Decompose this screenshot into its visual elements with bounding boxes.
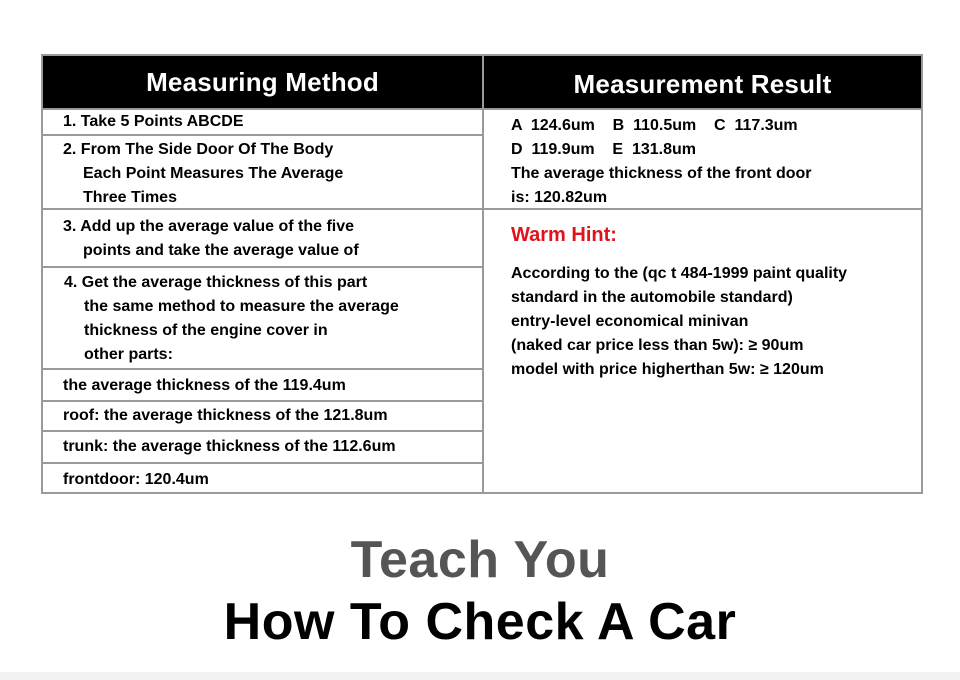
measurement-result-header: Measurement Result	[484, 56, 921, 108]
method-row-3-line-2: points and take the average value of	[83, 242, 359, 259]
method-row-1-line-1: 1. Take 5 Points ABCDE	[63, 113, 244, 130]
method-row-4	[43, 268, 482, 370]
measurement-result-column	[484, 56, 921, 492]
result-cell	[484, 110, 921, 210]
headline-how-to-check: How To Check A Car	[223, 593, 737, 651]
measuring-method-column	[43, 56, 482, 492]
warm-hint-title: Warm Hint:	[511, 224, 617, 246]
method-row-8	[43, 464, 482, 492]
method-row-7	[43, 432, 482, 464]
method-row-5-line-1: the average thickness of the 119.4um	[63, 377, 346, 394]
hint-line-1: According to the (qc t 484-1999 paint quality	[511, 265, 848, 282]
hint-line-4: (naked car price less than 5w): ≥ 90um	[511, 337, 804, 354]
method-row-7-line-1: trunk: the average thickness of the 112.6um	[63, 438, 396, 455]
method-row-4-line-3: thickness of the engine cover in	[84, 322, 328, 339]
method-row-2-line-1: 2. From The Side Door Of The Body	[63, 141, 334, 158]
method-row-4-line-2: the same method to measure the average	[84, 298, 399, 315]
result-line-1: A 124.6um B 110.5um C 117.3um	[511, 117, 798, 134]
measuring-method-header: Measuring Method	[43, 56, 482, 108]
method-row-8-line-1: frontdoor: 120.4um	[63, 471, 209, 488]
method-row-2	[43, 136, 482, 210]
result-line-3: The average thickness of the front door	[511, 165, 812, 182]
method-row-1	[43, 110, 482, 136]
method-row-2-line-2: Each Point Measures The Average	[83, 165, 344, 182]
hint-line-2: standard in the automobile standard)	[511, 289, 793, 306]
measurement-table	[41, 54, 923, 494]
hint-line-3: entry-level economical minivan	[511, 313, 749, 330]
method-row-4-line-4: other parts:	[84, 346, 173, 363]
method-row-3	[43, 210, 482, 268]
headline-teach-you: Teach You	[350, 531, 610, 589]
method-row-3-line-1: 3. Add up the average value of the five	[63, 218, 355, 235]
method-row-6-line-1: roof: the average thickness of the 121.8um	[63, 407, 388, 424]
method-row-5	[43, 370, 482, 402]
result-line-2: D 119.9um E 131.8um	[511, 141, 696, 158]
result-line-4: is: 120.82um	[511, 189, 608, 206]
hint-line-5: model with price higherthan 5w: ≥ 120um	[511, 361, 824, 378]
method-row-2-line-3: Three Times	[83, 189, 177, 206]
method-row-6	[43, 402, 482, 432]
method-row-4-line-1: 4. Get the average thickness of this part	[64, 274, 368, 291]
bottom-band	[0, 672, 960, 680]
